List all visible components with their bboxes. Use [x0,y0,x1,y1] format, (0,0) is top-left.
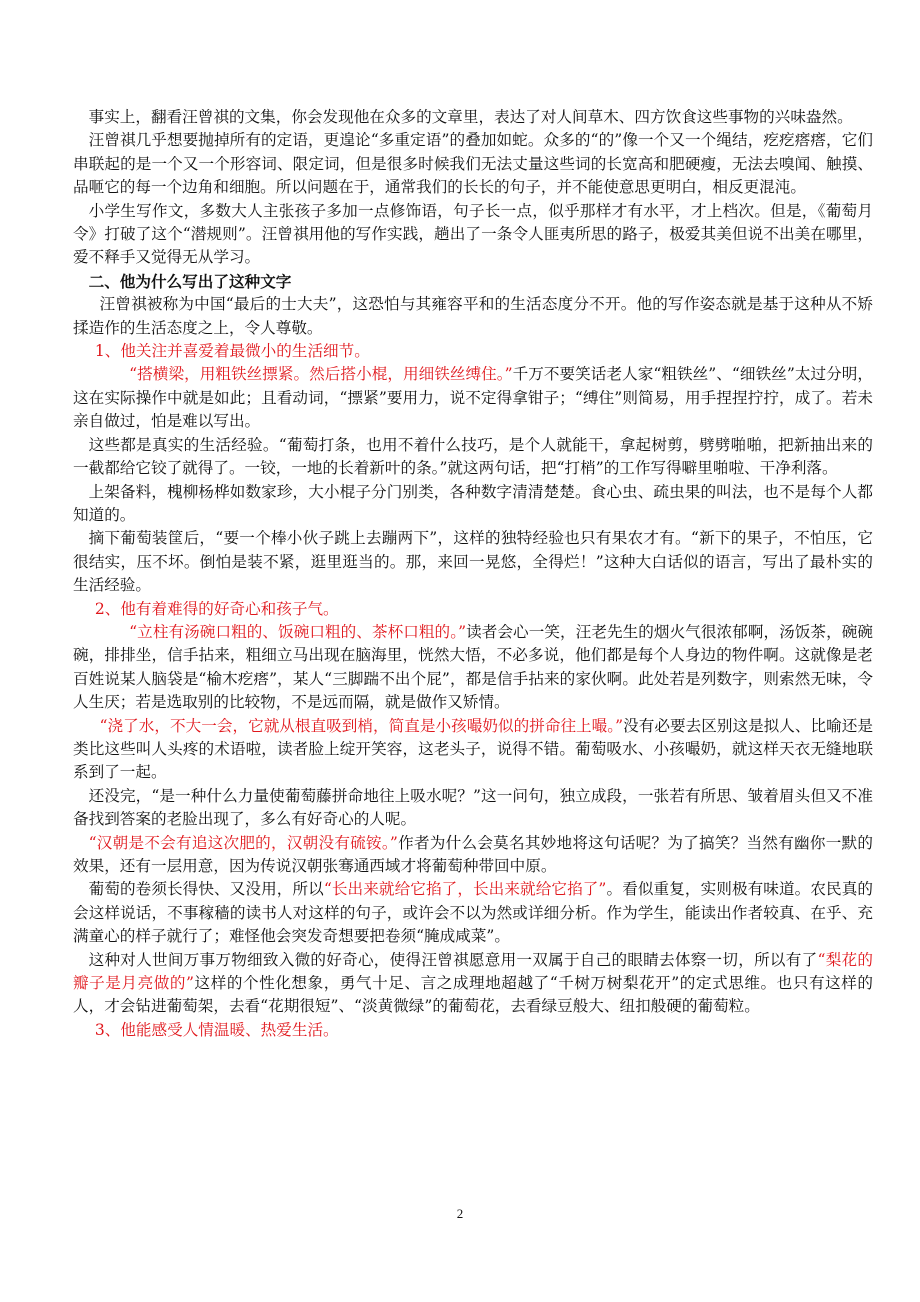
paragraph [73,715,873,785]
paragraph [73,621,873,715]
page-number: 2 [456,1206,464,1221]
paragraph: 上架备料，槐柳杨桦如数家珍，大小棍子分门别类，各种数字清清楚楚。食心虫、疏虫果的叫法，也不是每个人都知道的。 [73,482,873,524]
paragraph: 汪曾祺被称为中国“最后的士大夫”，这恐怕与其雍容平和的生活态度分不开。他的写作姿态就是基于这种从不矫揉造作的生活态度之上，令人尊敬。 [73,295,873,337]
quote-highlight: “浇了水，不大一会，它就从根直吸到梢，简直是小孩嘬奶似的拼命往上嘬。” [99,716,624,735]
section-heading: 二、他为什么写出了这种文字 [88,271,292,291]
paragraph-text: 没有必要去区别这是拟人、比喻还是类比这些叫人头疼的术语啦，读者脸上绽开笑容，这老头子，说得不错。葡萄吸水、小孩嘬奶，就这样天衣无缝地联系到了一起。 [73,716,873,782]
paragraph: 这些都是真实的生活经验。“葡萄打条，也用不着什么技巧，是个人就能干，拿起树剪，劈劈啪啪，把新抽出来的一截都给它铰了就得了。一铰，一地的长着新叶的条。”就这两句话，把“打梢”的工作写得噼里啪啦、干净利落。 [73,435,873,478]
paragraph: 还没完，“是一种什么力量使葡萄藤拼命地往上吸水呢？”这一问句，独立成段，一张若有所思、皱着眉头但又不准备找到答案的老脸出现了，多么有好奇心的人呢。 [73,786,873,829]
document-body [73,106,873,1042]
paragraph-text: 千万不要笑话老人家“粗铁丝”、“细铁丝”太过分明，这在实际操作中就是如此；且看动词，“摽紧”要用力，说不定得拿钳子；“缚住”则简易，用手捏捏拧拧，成了。若未亲自做过，怕是难以写出。 [73,365,873,431]
paragraph-text: 葡萄的卷须长得快、又没用，所以 [88,880,324,899]
paragraph: 事实上，翻看汪曾祺的文集，你会发现他在众多的文章里，表达了对人间草木、四方饮食这些事物的兴味盎然。 [88,108,853,126]
subheading: 3、他能感受人情温暖、热爱生活。 [94,1020,339,1039]
paragraph [73,949,873,1019]
paragraph: 摘下葡萄装筐后，“要一个棒小伙子跳上去蹦两下”，这样的独特经验也只有果农才有。“新下的果子，不怕压，它很结实，压不坏。倒怕是装不紧，逛里逛当的。那，来回一晃悠，全得烂！”这种大白话似的语言，写出了最朴实的生活经验。 [73,529,873,595]
quote-highlight: “梨花的瓣子是月亮做的” [73,950,873,993]
paragraph: 汪曾祺几乎想要抛掉所有的定语，更遑论“多重定语”的叠加如蛇。众多的“的”像一个又一个绳结，疙疙瘩瘩，它们串联起的是一个又一个形容词、限定词，但是很多时候我们无法丈量这些词的长宽高和肥硬瘦，无法去嗅闻、触摸、品咂它的每一个边角和细胞。所以问题在于，通常我们的长长的句子，并不能使意思更明白，相反更混沌。 [73,131,873,197]
paragraph [73,363,873,433]
paragraph-text: 作者为什么会莫名其妙地将这句话呢？为了搞笑？当然有幽你一默的效果，还有一层用意，因为传说汉朝张骞通西域才将葡萄种带回中原。 [73,833,873,875]
subheading: 1、他关注并喜爱着最微小的生活细节。 [94,342,370,361]
quote-highlight: “汉朝是不会有追这次肥的，汉朝没有硫铵。” [88,833,398,852]
quote-highlight: “立柱有汤碗口粗的、饭碗口粗的、茶杯口粗的。” [129,622,467,641]
subheading: 2、他有着难得的好奇心和孩子气。 [94,599,339,618]
paragraph-text: 这种对人世间万事万物细致入微的好奇心，使得汪曾祺愿意用一双属于自己的眼睛去体察一切，所以有了 [88,950,818,969]
quote-highlight: “长出来就给它掐了，长出来就给它掐了” [323,880,607,899]
paragraph-text: 这样的个性化想象，勇气十足、言之成理地超越了“千树万树梨花开”的定式思维。也只有这样的人，才会钻进葡萄架，去看“花期很短”、“淡黄微绿”的葡萄花，去看绿豆般大、纽扣般硬的葡萄粒。 [73,974,873,1016]
paragraph [73,832,873,879]
paragraph-text: 。看似重复，实则极有味道。农民真的会这样说话，不事稼穑的读书人对这样的句子，或许会不以为然或详细分析。作为学生，能读出作者较真、在乎、充满童心的样子就行了；难怪他会突发奇想要把卷须“腌成咸菜”。 [73,880,873,946]
paragraph [73,878,873,948]
quote-highlight: “搭横梁，用粗铁丝摽紧。然后搭小棍，用细铁丝缚住。” [129,365,513,384]
paragraph-text: 读者会心一笑，汪老先生的烟火气很浓郁啊，汤饭茶，碗碗碗，排排坐，信手拈来，粗细立马出现在脑海里，恍然大悟，不必多说，他们都是每个人身边的物件啊。这就像是老百姓说某人脑袋是“榆木疙瘩”，某人“三脚踹不出个屁”，都是信手拈来的家伙啊。此处若是列数字，则索然无味，令人生厌；若是选取别的比较物，不是远而隔，就是做作又矫情。 [73,622,873,712]
paragraph: 小学生写作文，多数大人主张孩子多加一点修饰语，句子长一点，似乎那样才有水平，才上档次。但是，《葡萄月令》打破了这个“潜规则”。汪曾祺用他的写作实践，趟出了一条令人匪夷所思的路子，极爱其美但说不出美在哪里，爱不释手又觉得无从学习。 [73,201,873,267]
